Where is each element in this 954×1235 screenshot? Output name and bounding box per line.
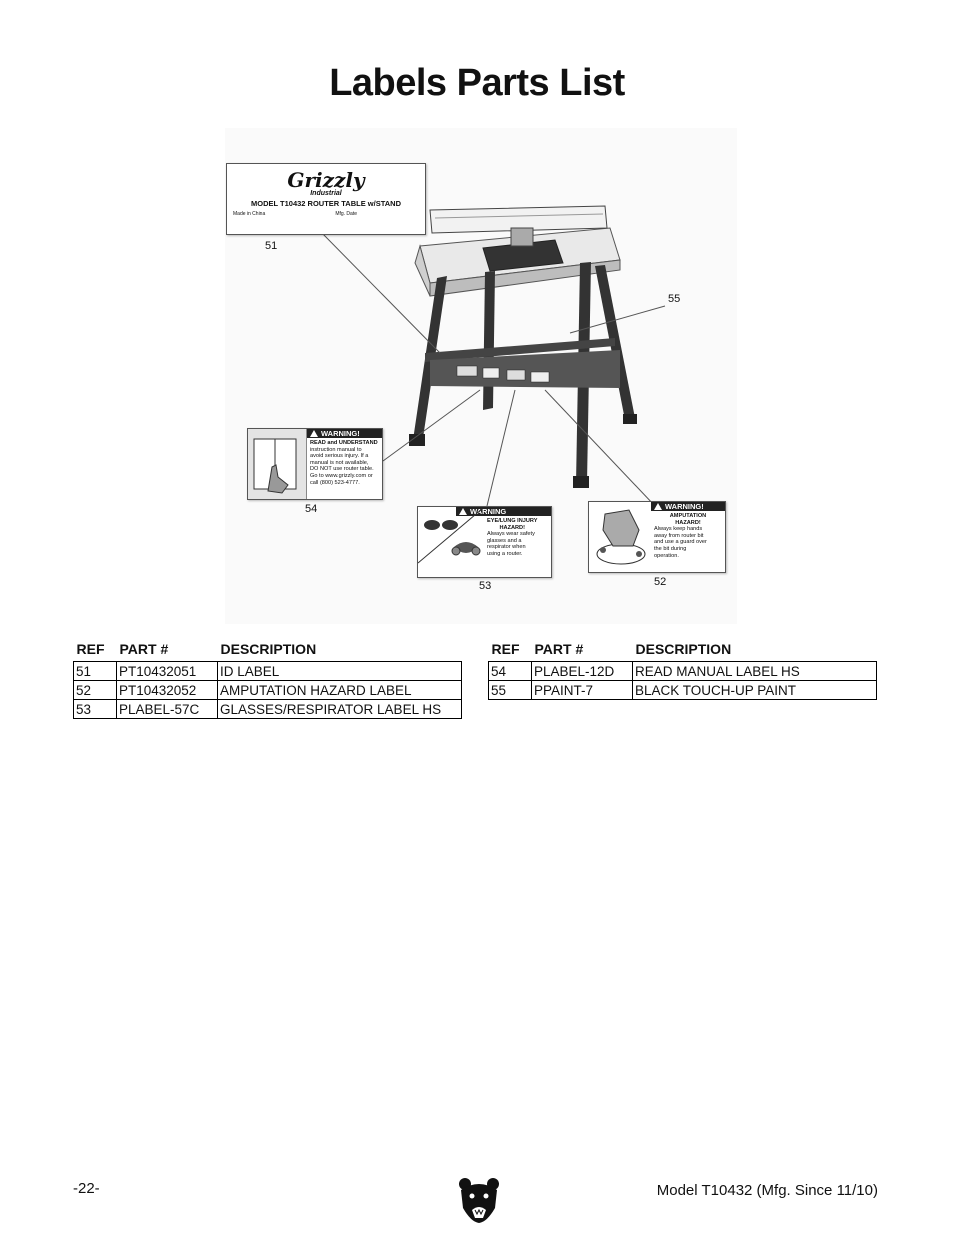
callout-55: 55	[668, 293, 681, 305]
callout-51: 51	[265, 240, 278, 252]
table-row	[74, 681, 462, 700]
warning-52-line: Always keep hands	[654, 526, 703, 533]
description-cell: READ MANUAL LABEL HS	[633, 662, 877, 681]
part-cell: PPAINT-7	[532, 681, 633, 700]
warning-54-header: WARNING!	[321, 429, 360, 438]
table-row	[74, 700, 462, 719]
warning-54-line: call (800) 523-4777.	[310, 479, 360, 486]
callout-53: 53	[479, 580, 492, 592]
ref-cell: 51	[74, 662, 117, 681]
ref-header: REF	[491, 641, 520, 657]
ref-cell: 53	[74, 700, 117, 719]
warning-52-line: away from router bit	[654, 532, 704, 539]
part-header: PART #	[119, 641, 169, 657]
table-row	[489, 681, 877, 700]
part-cell: PT10432052	[117, 681, 218, 700]
warning-54-body	[307, 438, 382, 488]
warning-53-line: Always wear safety	[487, 531, 535, 538]
description-header: DESCRIPTION	[635, 641, 732, 657]
warning-52-line: AMPUTATION	[669, 513, 707, 519]
warning-53-body	[484, 516, 540, 574]
warning-52-header: WARNING!	[665, 502, 704, 511]
ref-cell: 52	[74, 681, 117, 700]
page-number: -22-	[73, 1180, 100, 1197]
callout-54: 54	[305, 503, 318, 515]
grizzly-logo: Grizzly	[287, 168, 365, 192]
warning-53-line: glasses and a	[487, 537, 522, 544]
part-cell: PT10432051	[117, 662, 218, 681]
ref-cell: 54	[489, 662, 532, 681]
part-cell: PLABEL-57C	[117, 700, 218, 719]
warning-53-line: respirator when	[487, 544, 526, 551]
description-cell: BLACK TOUCH-UP PAINT	[633, 681, 877, 700]
ref-cell: 55	[489, 681, 532, 700]
glasses-respirator-icon	[418, 516, 484, 574]
warning-52-line: HAZARD!	[675, 519, 701, 526]
parts-table-left	[73, 641, 462, 719]
description-header: DESCRIPTION	[220, 641, 317, 657]
warning-52-line: and use a guard over	[654, 539, 707, 546]
warning-triangle-icon	[654, 503, 662, 510]
warning-54-line: manual is not available,	[310, 459, 369, 466]
warning-53-line: using a router.	[487, 550, 523, 557]
brand-sub: Industrial	[310, 190, 342, 197]
ref-header: REF	[76, 641, 105, 657]
parts-table-right	[488, 641, 877, 700]
description-cell: ID LABEL	[218, 662, 462, 681]
hand-router-bit-icon	[589, 502, 651, 572]
table-header-row	[74, 641, 462, 662]
model-footer: Model T10432 (Mfg. Since 11/10)	[656, 1182, 878, 1199]
warning-54-line: instruction manual to	[310, 446, 362, 453]
table-row	[489, 662, 877, 681]
warning-54-line: DO NOT use router table.	[310, 466, 374, 473]
warning-54-line: READ and UNDERSTAND	[310, 440, 378, 446]
id-label-model: MODEL T10432 ROUTER TABLE w/STAND	[250, 199, 402, 208]
page-title: Labels Parts List	[329, 62, 625, 104]
warning-label-52	[588, 501, 726, 573]
warning-53-header: WARNING	[470, 507, 507, 516]
description-cell: GLASSES/RESPIRATOR LABEL HS	[218, 700, 462, 719]
part-cell: PLABEL-12D	[532, 662, 633, 681]
warning-52-body	[651, 511, 725, 561]
warning-54-line: Go to www.grizzly.com or	[310, 472, 373, 479]
part-header: PART #	[534, 641, 584, 657]
manual-hand-icon	[248, 429, 307, 499]
warning-label-54	[247, 428, 383, 500]
description-cell: AMPUTATION HAZARD LABEL	[218, 681, 462, 700]
id-label-51	[226, 163, 426, 235]
table-header-row	[489, 641, 877, 662]
router-table-figure	[225, 128, 737, 624]
made-in-text: Made in China	[233, 211, 266, 217]
warning-triangle-icon	[310, 430, 318, 437]
warning-53-line: EYE/LUNG INJURY	[487, 518, 538, 524]
table-row	[74, 662, 462, 681]
warning-52-line: operation.	[654, 552, 679, 559]
mfg-date-text: Mfg. Date	[335, 211, 357, 217]
grizzly-bear-icon	[457, 1176, 501, 1229]
warning-54-line: avoid serious injury. If a	[310, 453, 369, 460]
warning-label-53	[417, 506, 552, 578]
callout-52: 52	[654, 576, 667, 588]
warning-52-line: the bit during	[654, 545, 687, 552]
warning-53-line: HAZARD!	[499, 524, 525, 531]
